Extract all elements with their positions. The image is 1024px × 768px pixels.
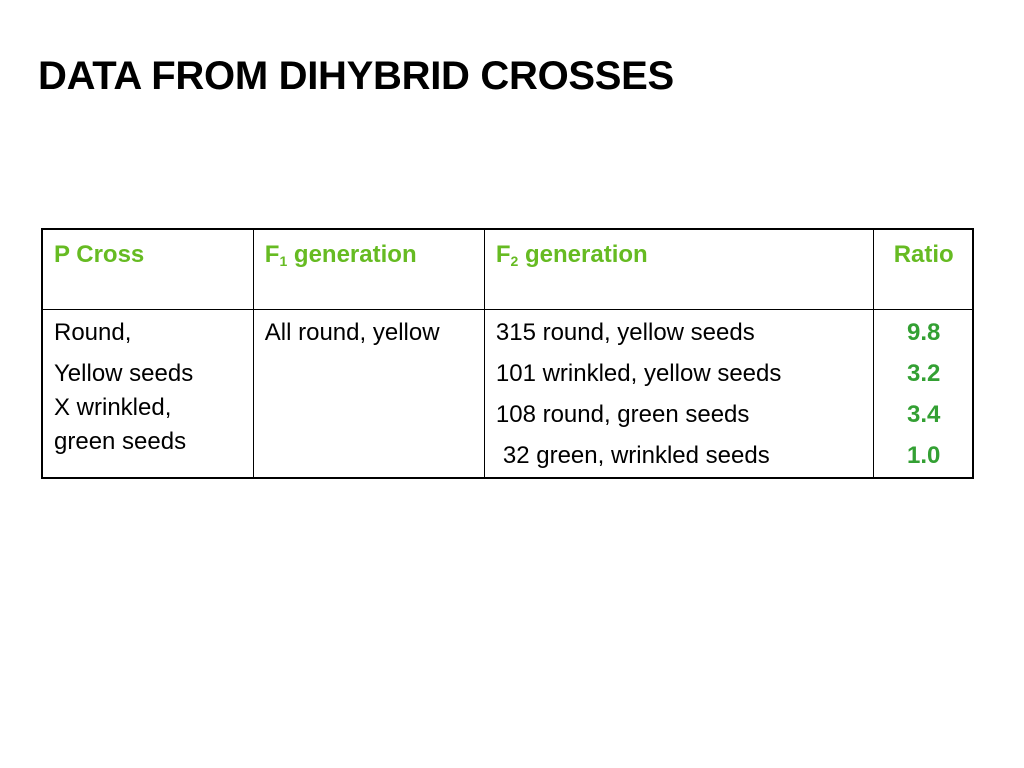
- header-f1-prefix: F: [264, 241, 280, 268]
- header-f2-suffix: generation: [518, 241, 648, 268]
- header-f1-subscript: 1: [279, 253, 288, 269]
- p-cross-line: green seeds: [54, 427, 187, 455]
- table-header-row: [42, 229, 973, 309]
- ratio-value: 3.4: [907, 400, 941, 428]
- dihybrid-data-table: [41, 228, 974, 479]
- header-p-cross: [42, 229, 253, 309]
- cell-p-cross: [42, 309, 253, 478]
- f1-result: All round, yellow: [264, 318, 440, 346]
- header-p-cross-label: P Cross: [54, 241, 145, 268]
- header-f2-generation: [484, 229, 874, 309]
- f2-result-line: 108 round, green seeds: [495, 400, 750, 428]
- ratio-value: 9.8: [907, 318, 941, 346]
- f2-result-line: 101 wrinkled, yellow seeds: [495, 359, 782, 387]
- p-cross-line: X wrinkled,: [54, 393, 172, 421]
- table-row: [42, 309, 973, 478]
- ratio-value: 1.0: [907, 441, 941, 469]
- cell-ratio: [874, 309, 973, 478]
- cell-f1-generation: [253, 309, 484, 478]
- header-f1-suffix: generation: [287, 241, 417, 268]
- header-ratio-label: Ratio: [893, 241, 954, 268]
- header-f2-subscript: 2: [510, 253, 519, 269]
- page-title: DATA FROM DIHYBRID CROSSES: [38, 54, 674, 98]
- ratio-value: 3.2: [907, 359, 941, 387]
- header-ratio: [874, 229, 973, 309]
- f2-result-line: 315 round, yellow seeds: [495, 318, 755, 346]
- header-f2-prefix: F: [495, 241, 511, 268]
- p-cross-line: Round,: [54, 318, 132, 346]
- cell-f2-generation: [484, 309, 874, 478]
- header-f1-generation: [253, 229, 484, 309]
- f2-result-line: 32 green, wrinkled seeds: [502, 441, 770, 469]
- p-cross-line: Yellow seeds: [54, 359, 194, 387]
